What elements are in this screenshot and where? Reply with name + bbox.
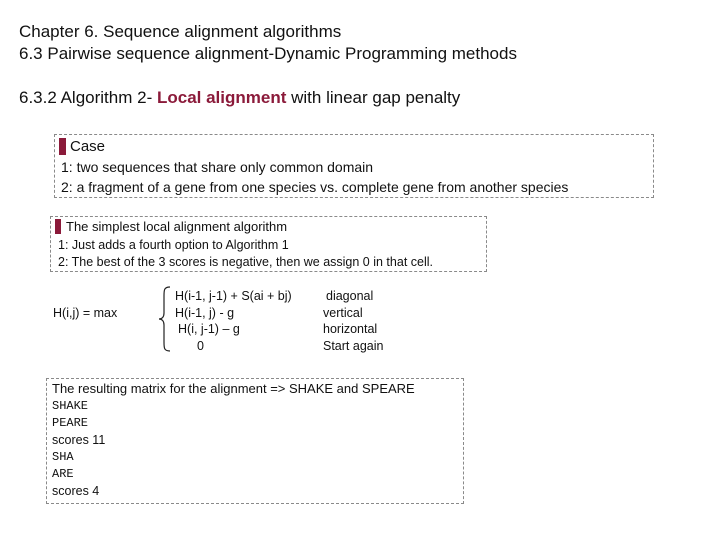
alignment-seq-3: SHA [52, 450, 74, 464]
subsection-title [19, 88, 460, 108]
alignment-seq-2: PEARE [52, 416, 89, 430]
alignment-seq-4: ARE [52, 467, 74, 481]
case-line-2: 2: a fragment of a gene from one species vs. complete gene from another species [61, 179, 569, 195]
subtitle-highlight: Local alignment [156, 88, 287, 107]
case-line-1: 1: two sequences that share only common domain [61, 159, 374, 175]
formula-label-4: Start again [323, 339, 384, 353]
algorithm-line-2: 2: The best of the 3 scores is negative, then we assign 0 in that cell. [58, 255, 433, 269]
bullet-marker [59, 138, 66, 155]
bullet-marker [55, 219, 61, 234]
alignment-seq-1: SHAKE [52, 399, 89, 413]
alignment-score-2: scores 4 [52, 484, 100, 498]
algorithm-line-1: 1: Just adds a fourth option to Algorithm 1 [58, 238, 289, 252]
left-brace-icon [158, 286, 172, 352]
formula-lhs: H(i,j) = max [53, 306, 118, 320]
algorithm-title: The simplest local alignment algorithm [66, 219, 288, 234]
formula-term-1: H(i-1, j-1) + S(ai + bj) [175, 289, 292, 303]
formula-label-2: vertical [323, 306, 363, 320]
chapter-title: Chapter 6. Sequence alignment algorithms [19, 22, 342, 41]
alignment-score-1: scores 11 [52, 433, 106, 447]
formula-term-2: H(i-1, j) - g [175, 306, 235, 320]
case-title: Case [70, 138, 106, 155]
subtitle-prefix: 6.3.2 Algorithm 2- [19, 88, 157, 107]
formula-label-3: horizontal [323, 322, 378, 336]
formula-term-4: 0 [197, 339, 204, 353]
result-title: The resulting matrix for the alignment => SHAKE and SPEARE [52, 381, 415, 396]
formula-term-3: H(i, j-1) – g [178, 322, 240, 336]
section-title: 6.3 Pairwise sequence alignment-Dynamic Programming methods [19, 44, 517, 63]
formula-label-1: diagonal [326, 289, 374, 303]
subtitle-suffix: with linear gap penalty [286, 88, 461, 107]
